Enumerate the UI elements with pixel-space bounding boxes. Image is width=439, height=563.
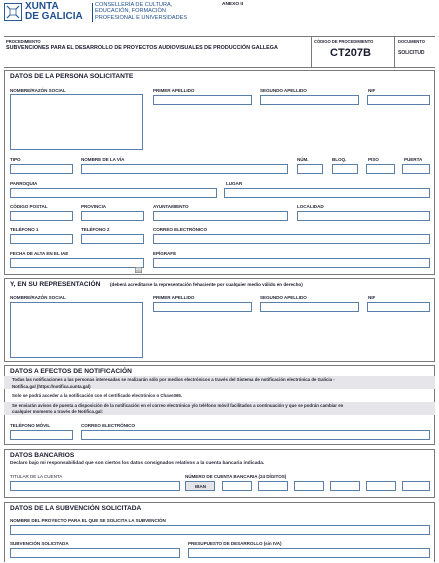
account-number-label: NÚMERO DE CUENTA BANCARIA (24 DÍGITOS): [185, 474, 287, 479]
ayuntamiento-label: AYUNTAMIENTO: [153, 204, 189, 209]
provincia-label: PROVINCIA: [81, 204, 107, 209]
notification-line-4: Se enviarán avisos de puesta a disposición de la notificación en el correo electrónico y/o teléfono móvil facilitados a continuación y que se podrán cambiar en: [12, 403, 344, 408]
bloq-label: BLOQ.: [332, 157, 347, 162]
tel2-label: TELÉFONO 2: [81, 227, 110, 232]
procedure-divider-1: [311, 36, 312, 68]
project-name-field[interactable]: [10, 525, 430, 535]
parroquia-label: PARROQUIA: [10, 181, 38, 186]
iban-digits-1[interactable]: [222, 481, 252, 491]
applicant-surname2-label: SEGUNDO APELLIDO: [260, 88, 307, 93]
procedure-title: SUBVENCIONES PARA EL DESARROLLO DE PROYECTOS AUDIOVISUALES DE PRODUCCIÓN GALLEGA: [6, 45, 278, 51]
bank-section-title: DATOS BANCARIOS: [10, 452, 75, 459]
parroquia-field[interactable]: [10, 188, 217, 198]
account-holder-field[interactable]: [10, 481, 180, 491]
rep-surname2-field[interactable]: [260, 302, 359, 312]
calendar-icon[interactable]: [135, 260, 142, 266]
notification-line-2: Notifica.gal (https://notifica.xunta.gal): [12, 384, 91, 389]
iae-date-field[interactable]: [10, 258, 144, 268]
notif-email-field[interactable]: [81, 430, 430, 440]
piso-field[interactable]: [366, 164, 395, 174]
iban-label: IBAN: [195, 484, 207, 489]
iban-digits-5[interactable]: [366, 481, 396, 491]
rep-nif-field[interactable]: [367, 302, 430, 312]
document-value: SOLICITUD: [398, 50, 425, 56]
amount-label: SUBVENCIÓN SOLICITADA: [10, 541, 69, 546]
applicant-name-label: NOMBRE/RAZÓN SOCIAL: [10, 88, 66, 93]
rep-surname2-label: SEGUNDO APELLIDO: [260, 295, 307, 300]
applicant-nif-field[interactable]: [367, 95, 430, 105]
org-name: XUNTA DE GALICIA: [25, 1, 83, 22]
bloq-field[interactable]: [332, 164, 358, 174]
department-name: CONSELLERÍA DE CULTURA, EDUCACIÓN, FORMACIÓN PROFESIONAL E UNIVERSIDADES: [95, 2, 188, 21]
document-label: DOCUMENTO: [398, 39, 425, 44]
project-name-label: NOMBRE DEL PROYECTO PARA EL QUE SE SOLICITA LA SUBVENCIÓN: [10, 518, 166, 523]
applicant-surname1-label: PRIMER APELLIDO: [153, 88, 195, 93]
tipo-label: TIPO: [10, 157, 21, 162]
localidad-field[interactable]: [297, 211, 430, 221]
applicant-name-field[interactable]: [10, 94, 143, 150]
iban-digits-4[interactable]: [330, 481, 360, 491]
representative-section-title: Y, EN SU REPRESENTACIÓN: [10, 281, 101, 288]
tipo-field[interactable]: [10, 164, 73, 174]
localidad-label: LOCALIDAD: [297, 204, 324, 209]
ayuntamiento-field[interactable]: [153, 211, 288, 221]
applicant-surname1-field[interactable]: [153, 95, 252, 105]
lugar-label: LUGAR: [226, 181, 243, 186]
num-field[interactable]: [297, 164, 323, 174]
subsidy-section-title: DATOS DE LA SUBVENCIÓN SOLICITADA: [10, 505, 142, 512]
tel1-label: TELÉFONO 1: [10, 227, 39, 232]
org-divider: [92, 3, 93, 22]
iban-digits-2[interactable]: [258, 481, 288, 491]
budget-field[interactable]: [188, 548, 430, 558]
budget-label: PRESUPUESTO DE DESARROLLO (sin IVA): [188, 541, 282, 546]
annex-label: ANEXO II: [222, 2, 244, 7]
cp-field[interactable]: [10, 211, 73, 221]
lugar-field[interactable]: [224, 188, 430, 198]
procedure-divider-2: [394, 36, 395, 68]
applicant-nif-label: NIF: [368, 88, 376, 93]
rep-surname1-label: PRIMER APELLIDO: [153, 295, 195, 300]
tel1-field[interactable]: [10, 234, 73, 244]
applicant-email-label: CORREO ELECTRÓNICO: [153, 227, 207, 232]
applicant-email-field[interactable]: [153, 234, 430, 244]
applicant-section-title: DATOS DE LA PERSONA SOLICITANTE: [10, 73, 134, 80]
applicant-surname2-field[interactable]: [260, 95, 359, 105]
procedure-code: CT207B: [330, 47, 371, 59]
notif-email-label: CORREO ELECTRÓNICO: [81, 423, 135, 428]
procedure-label: PROCEDIMIENTO: [6, 39, 41, 44]
epigrafe-label: EPÍGRAFE: [153, 251, 177, 256]
via-field[interactable]: [81, 164, 288, 174]
rep-nif-label: NIF: [368, 295, 376, 300]
mobile-field[interactable]: [10, 430, 73, 440]
notification-line-1: Todas las notificaciones a las personas interesadas se realizarán sólo por medios electrónicos a través del Sistema de notificación electrónica de Galicia -: [12, 377, 335, 382]
tel2-field[interactable]: [81, 234, 144, 244]
notification-section-title: DATOS A EFECTOS DE NOTIFICACIÓN: [10, 368, 132, 375]
notification-line-5: cualquier momento a través de Notifica.gal:: [12, 409, 104, 414]
puerta-label: PUERTA: [404, 157, 423, 162]
account-holder-label: TITULAR DE LA CUENTA: [10, 474, 63, 479]
amount-field[interactable]: [10, 548, 180, 558]
cp-label: CÓDIGO POSTAL: [10, 204, 48, 209]
mobile-label: TELÉFONO MÓVIL: [10, 423, 51, 428]
iban-digits-6[interactable]: [402, 481, 430, 491]
iban-digits-3[interactable]: [294, 481, 324, 491]
epigrafe-field[interactable]: [153, 258, 430, 268]
provincia-field[interactable]: [81, 211, 144, 221]
rep-surname1-field[interactable]: [153, 302, 252, 312]
rep-name-field[interactable]: [10, 302, 143, 358]
via-label: NOMBRE DE LA VÍA: [81, 157, 125, 162]
rep-name-label: NOMBRE/RAZÓN SOCIAL: [10, 295, 66, 300]
representative-note: (deberá acreditarse la representación fehaciente por cualquier medio válido en derecho): [110, 282, 303, 287]
xunta-logo: [4, 3, 22, 21]
bank-statement: Declaro bajo mi responsabilidad que son ciertos los datos consignados relativos a la cuenta bancaria indicada.: [10, 461, 265, 466]
num-label: NÚM.: [297, 157, 309, 162]
procedure-code-label: CÓDIGO DE PROCEDIMIENTO: [314, 39, 374, 44]
piso-label: PISO: [368, 157, 379, 162]
iae-date-label: FECHA DE ALTA EN EL IAE: [10, 251, 69, 256]
puerta-field[interactable]: [402, 164, 430, 174]
xunta-emblem-icon: [4, 3, 22, 21]
notification-line-3: Solo se podrá acceder a la notificación con el certificado electrónico o Chave365.: [12, 393, 183, 398]
